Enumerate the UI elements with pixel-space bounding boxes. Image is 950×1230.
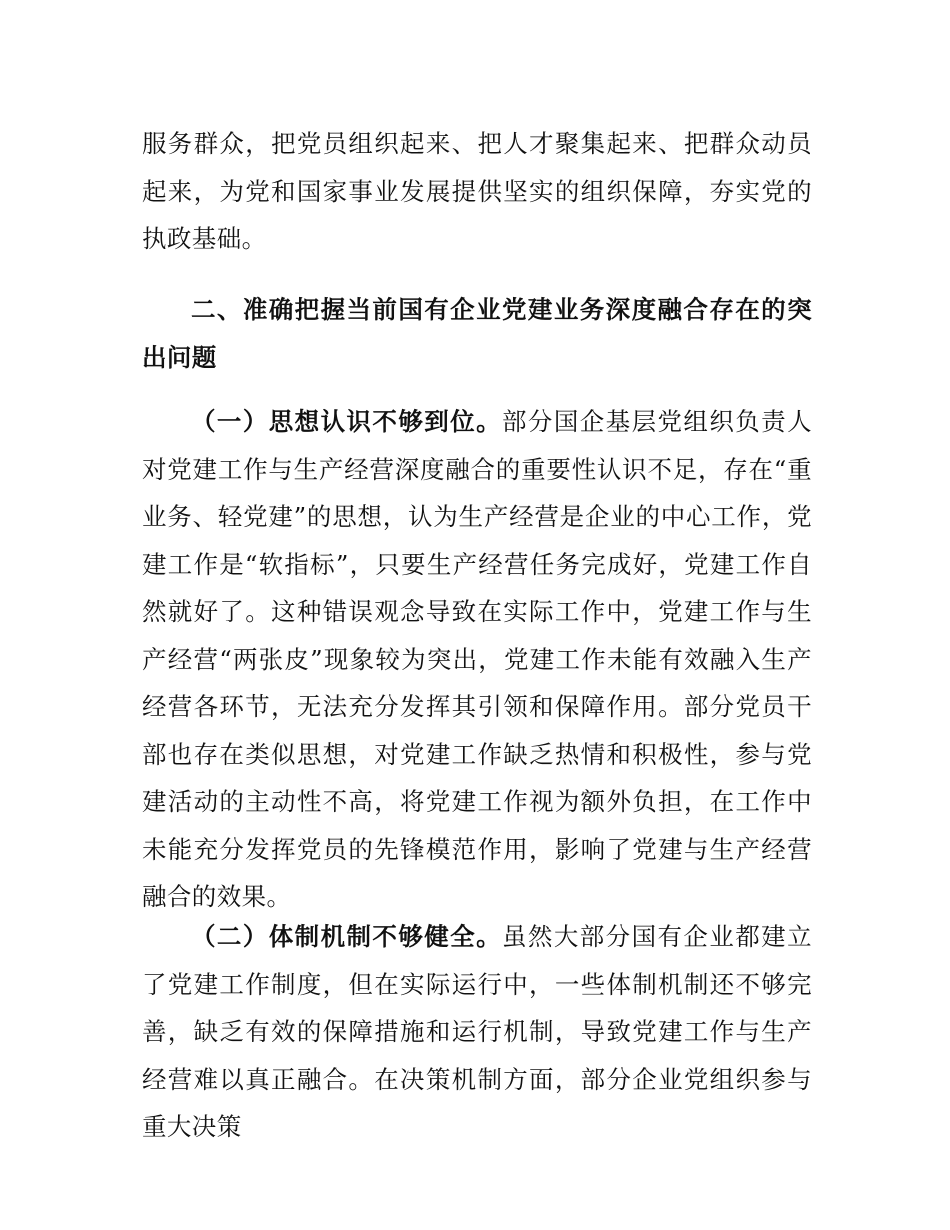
paragraph-body: 部分国企基层党组织负责人对党建工作与生产经营深度融合的重要性认识不足，存在“重业务、轻党建”的思想，认为生产经营是企业的中心工作，党建工作是“软指标”，只要生产经营任务完成好，党建工作自然就好了。这种错误观念导致在实际工作中，党建工作与生产经营“两张皮”现象较为突出，党建工作未能有效融入生产经营各环节，无法充分发挥其引领和保障作用。部分党员干部也存在类似思想，对党建工作缺乏热情和积极性，参与党建活动的主动性不高，将党建工作视为额外负担，在工作中未能充分发挥党员的先锋模范作用，影响了党建与生产经营融合的效果。 (142, 407, 812, 911)
paragraph-lead-title: （一）思想认识不够到位。 (191, 407, 502, 436)
paragraph-body: 虽然大部分国有企业都建立了党建工作制度，但在实际运行中，一些体制机制还不够完善，缺乏有效的保障措施和运行机制，导致党建工作与生产经营难以真正融合。在决策机制方面，部分企业党组织参与重大决策 (142, 922, 812, 1141)
paragraph-lead-title: （二）体制机制不够健全。 (191, 922, 502, 951)
paragraph-continuation: 服务群众，把党员组织起来、把人才聚集起来、把群众动员起来，为党和国家事业发展提供坚实的组织保障，夯实党的执政基础。 (142, 129, 812, 253)
section-heading: 二、准确把握当前国有企业党建业务深度融合存在的突出问题 (142, 295, 812, 372)
paragraph-ideological-awareness (142, 398, 812, 921)
paragraph-institutional-mechanisms (142, 913, 812, 1151)
